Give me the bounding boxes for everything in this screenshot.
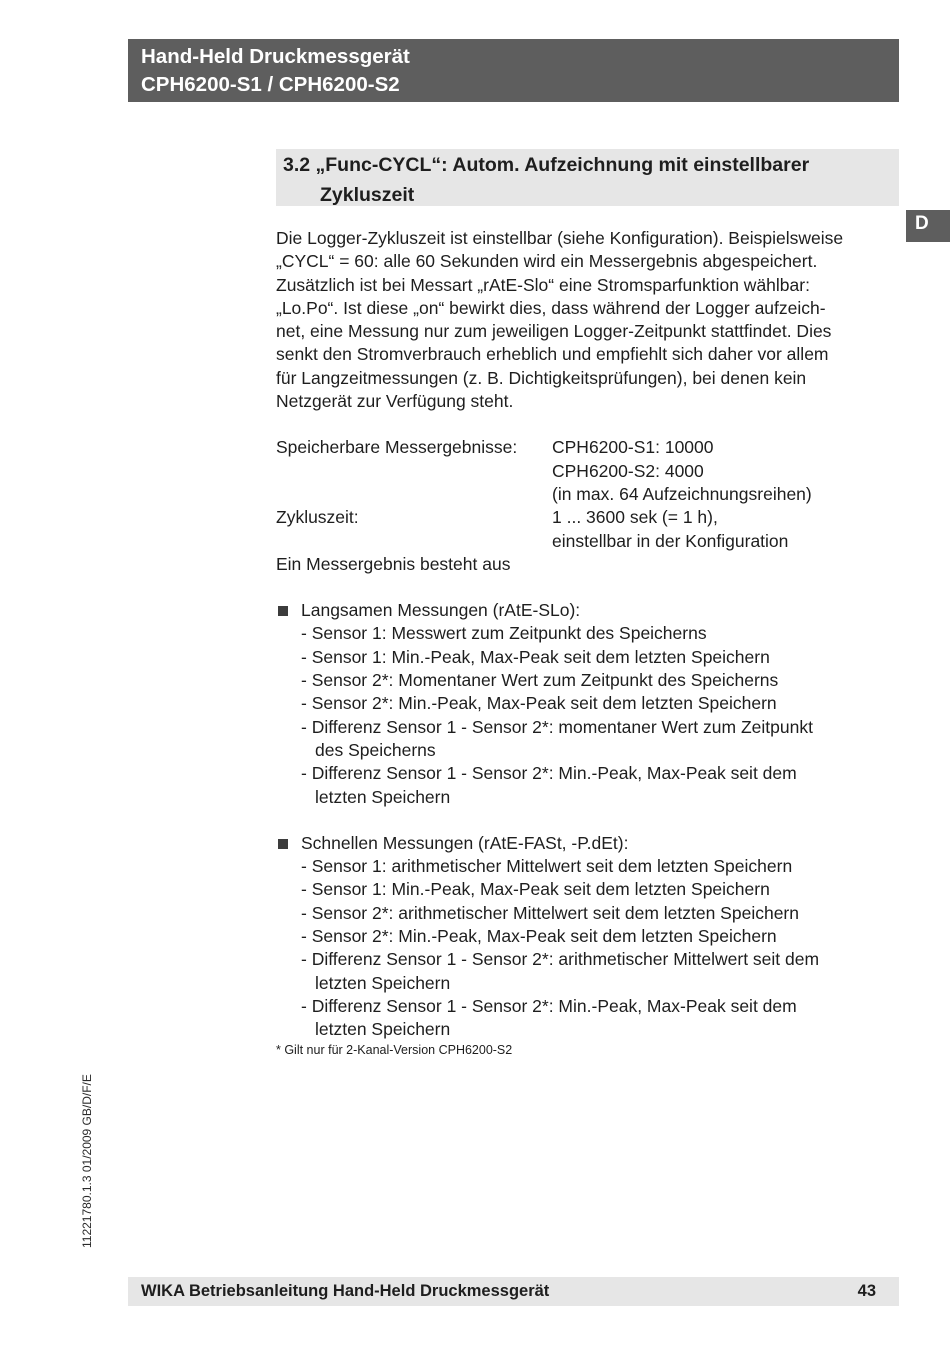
bullet-fast-measurements — [276, 832, 906, 1042]
list-item-text: - Sensor 1: Min.-Peak, Max-Peak seit dem letzten Speichern — [301, 646, 770, 667]
list-item — [276, 902, 906, 925]
list-item-text: - Sensor 2*: Momentaner Wert zum Zeitpunkt des Speicherns — [301, 670, 779, 691]
list-item-text: - Differenz Sensor 1 - Sensor 2*: momentaner Wert zum Zeitpunkt — [301, 716, 813, 737]
spec-value: 1 ... 3600 sek (= 1 h), — [552, 507, 718, 528]
footer-title: WIKA Betriebsanleitung Hand-Held Druckmessgerät — [141, 1282, 550, 1300]
section-title-line-1: 3.2 „Func-CYCL“: Autom. Aufzeichnung mit einstellbarer — [283, 154, 810, 176]
spec-row-storage — [276, 436, 906, 506]
list-item-continuation: letzten Speichern — [315, 786, 451, 807]
list-item-text: - Sensor 1: arithmetischer Mittelwert seit dem letzten Speichern — [301, 856, 793, 877]
list-item-continuation: letzten Speichern — [315, 1019, 451, 1040]
footnote: * Gilt nur für 2-Kanal-Version CPH6200-S2 — [276, 1042, 513, 1057]
section-heading — [276, 149, 899, 206]
list-item — [276, 716, 906, 763]
list-item-continuation: des Speicherns — [315, 739, 436, 760]
list-item — [276, 762, 906, 809]
spec-label: Zykluszeit: — [276, 507, 359, 528]
list-item-text: - Sensor 2*: arithmetischer Mittelwert seit dem letzten Speichern — [301, 902, 799, 923]
page-footer — [128, 1277, 899, 1306]
list-item — [276, 995, 906, 1042]
bullet-title-text: Langsamen Messungen (rAtE-SLo): — [301, 600, 581, 621]
list-item-text: - Differenz Sensor 1 - Sensor 2*: Min.-Peak, Max-Peak seit dem — [301, 995, 797, 1016]
header-model: CPH6200-S1 / CPH6200-S2 — [141, 73, 400, 96]
list-item-continuation: letzten Speichern — [315, 972, 451, 993]
spec-value: (in max. 64 Aufzeichnungsreihen) — [552, 483, 812, 504]
intro-line: „Lo.Po“. Ist diese „on“ bewirkt dies, dass während der Logger aufzeich- — [276, 297, 826, 318]
intro-line: Netzgerät zur Verfügung steht. — [276, 391, 514, 412]
document-code: 11221780.1.3 01/2009 GB/D/F/E — [80, 1074, 94, 1248]
spec-values — [552, 436, 812, 506]
spec-value: einstellbar in der Konfiguration — [552, 530, 789, 551]
list-item — [276, 622, 906, 645]
spec-table — [276, 436, 906, 552]
list-item-text: - Sensor 1: Messwert zum Zeitpunkt des Speicherns — [301, 623, 707, 644]
list-item — [276, 692, 906, 715]
spec-value: CPH6200-S2: 4000 — [552, 460, 704, 481]
list-item — [276, 925, 906, 948]
section-title-line-2: Zykluszeit — [320, 184, 415, 206]
list-item-text: - Differenz Sensor 1 - Sensor 2*: arithmetischer Mittelwert seit dem — [301, 949, 820, 970]
intro-line: Zusätzlich ist bei Messart „rAtE-Slo“ eine Stromsparfunktion wählbar: — [276, 274, 810, 295]
bullet-title-text: Schnellen Messungen (rAtE-FASt, -P.dEt): — [301, 832, 629, 853]
bullet-slow-measurements — [276, 599, 906, 809]
bullet-title — [276, 832, 906, 855]
spec-row-cycle-time — [276, 506, 906, 553]
square-bullet-icon — [278, 839, 288, 849]
intro-line: für Langzeitmessungen (z. B. Dichtigkeitsprüfungen), bei denen kein — [276, 367, 807, 388]
list-item — [276, 948, 906, 995]
spec-values — [552, 506, 788, 553]
composition-intro: Ein Messergebnis besteht aus — [276, 553, 511, 574]
list-item — [276, 646, 906, 669]
spec-label: Speicherbare Messergebnisse: — [276, 437, 518, 458]
list-item-text: - Sensor 1: Min.-Peak, Max-Peak seit dem letzten Speichern — [301, 879, 770, 900]
intro-line: senkt den Stromverbrauch erheblich und empfiehlt sich daher vor allem — [276, 344, 829, 365]
language-tab: D — [906, 210, 950, 242]
spec-value: CPH6200-S1: 10000 — [552, 437, 714, 458]
main-content — [276, 227, 906, 1058]
header-title: Hand-Held Druckmessgerät — [141, 45, 410, 68]
intro-line: „CYCL“ = 60: alle 60 Sekunden wird ein Messergebnis abgespeichert. — [276, 251, 818, 272]
square-bullet-icon — [278, 606, 288, 616]
bullet-title — [276, 599, 906, 622]
page-number: 43 — [857, 1282, 876, 1300]
list-item-text: - Sensor 2*: Min.-Peak, Max-Peak seit dem letzten Speichern — [301, 693, 777, 714]
list-item — [276, 855, 906, 878]
list-item-text: - Differenz Sensor 1 - Sensor 2*: Min.-Peak, Max-Peak seit dem — [301, 763, 797, 784]
intro-line: net, eine Messung nur zum jeweiligen Logger-Zeitpunkt stattfindet. Dies — [276, 321, 832, 342]
intro-line: Die Logger-Zykluszeit ist einstellbar (siehe Konfiguration). Beispielsweise — [276, 228, 844, 248]
list-item — [276, 878, 906, 901]
document-header — [128, 39, 899, 102]
list-item — [276, 669, 906, 692]
list-item-text: - Sensor 2*: Min.-Peak, Max-Peak seit dem letzten Speichern — [301, 926, 777, 947]
